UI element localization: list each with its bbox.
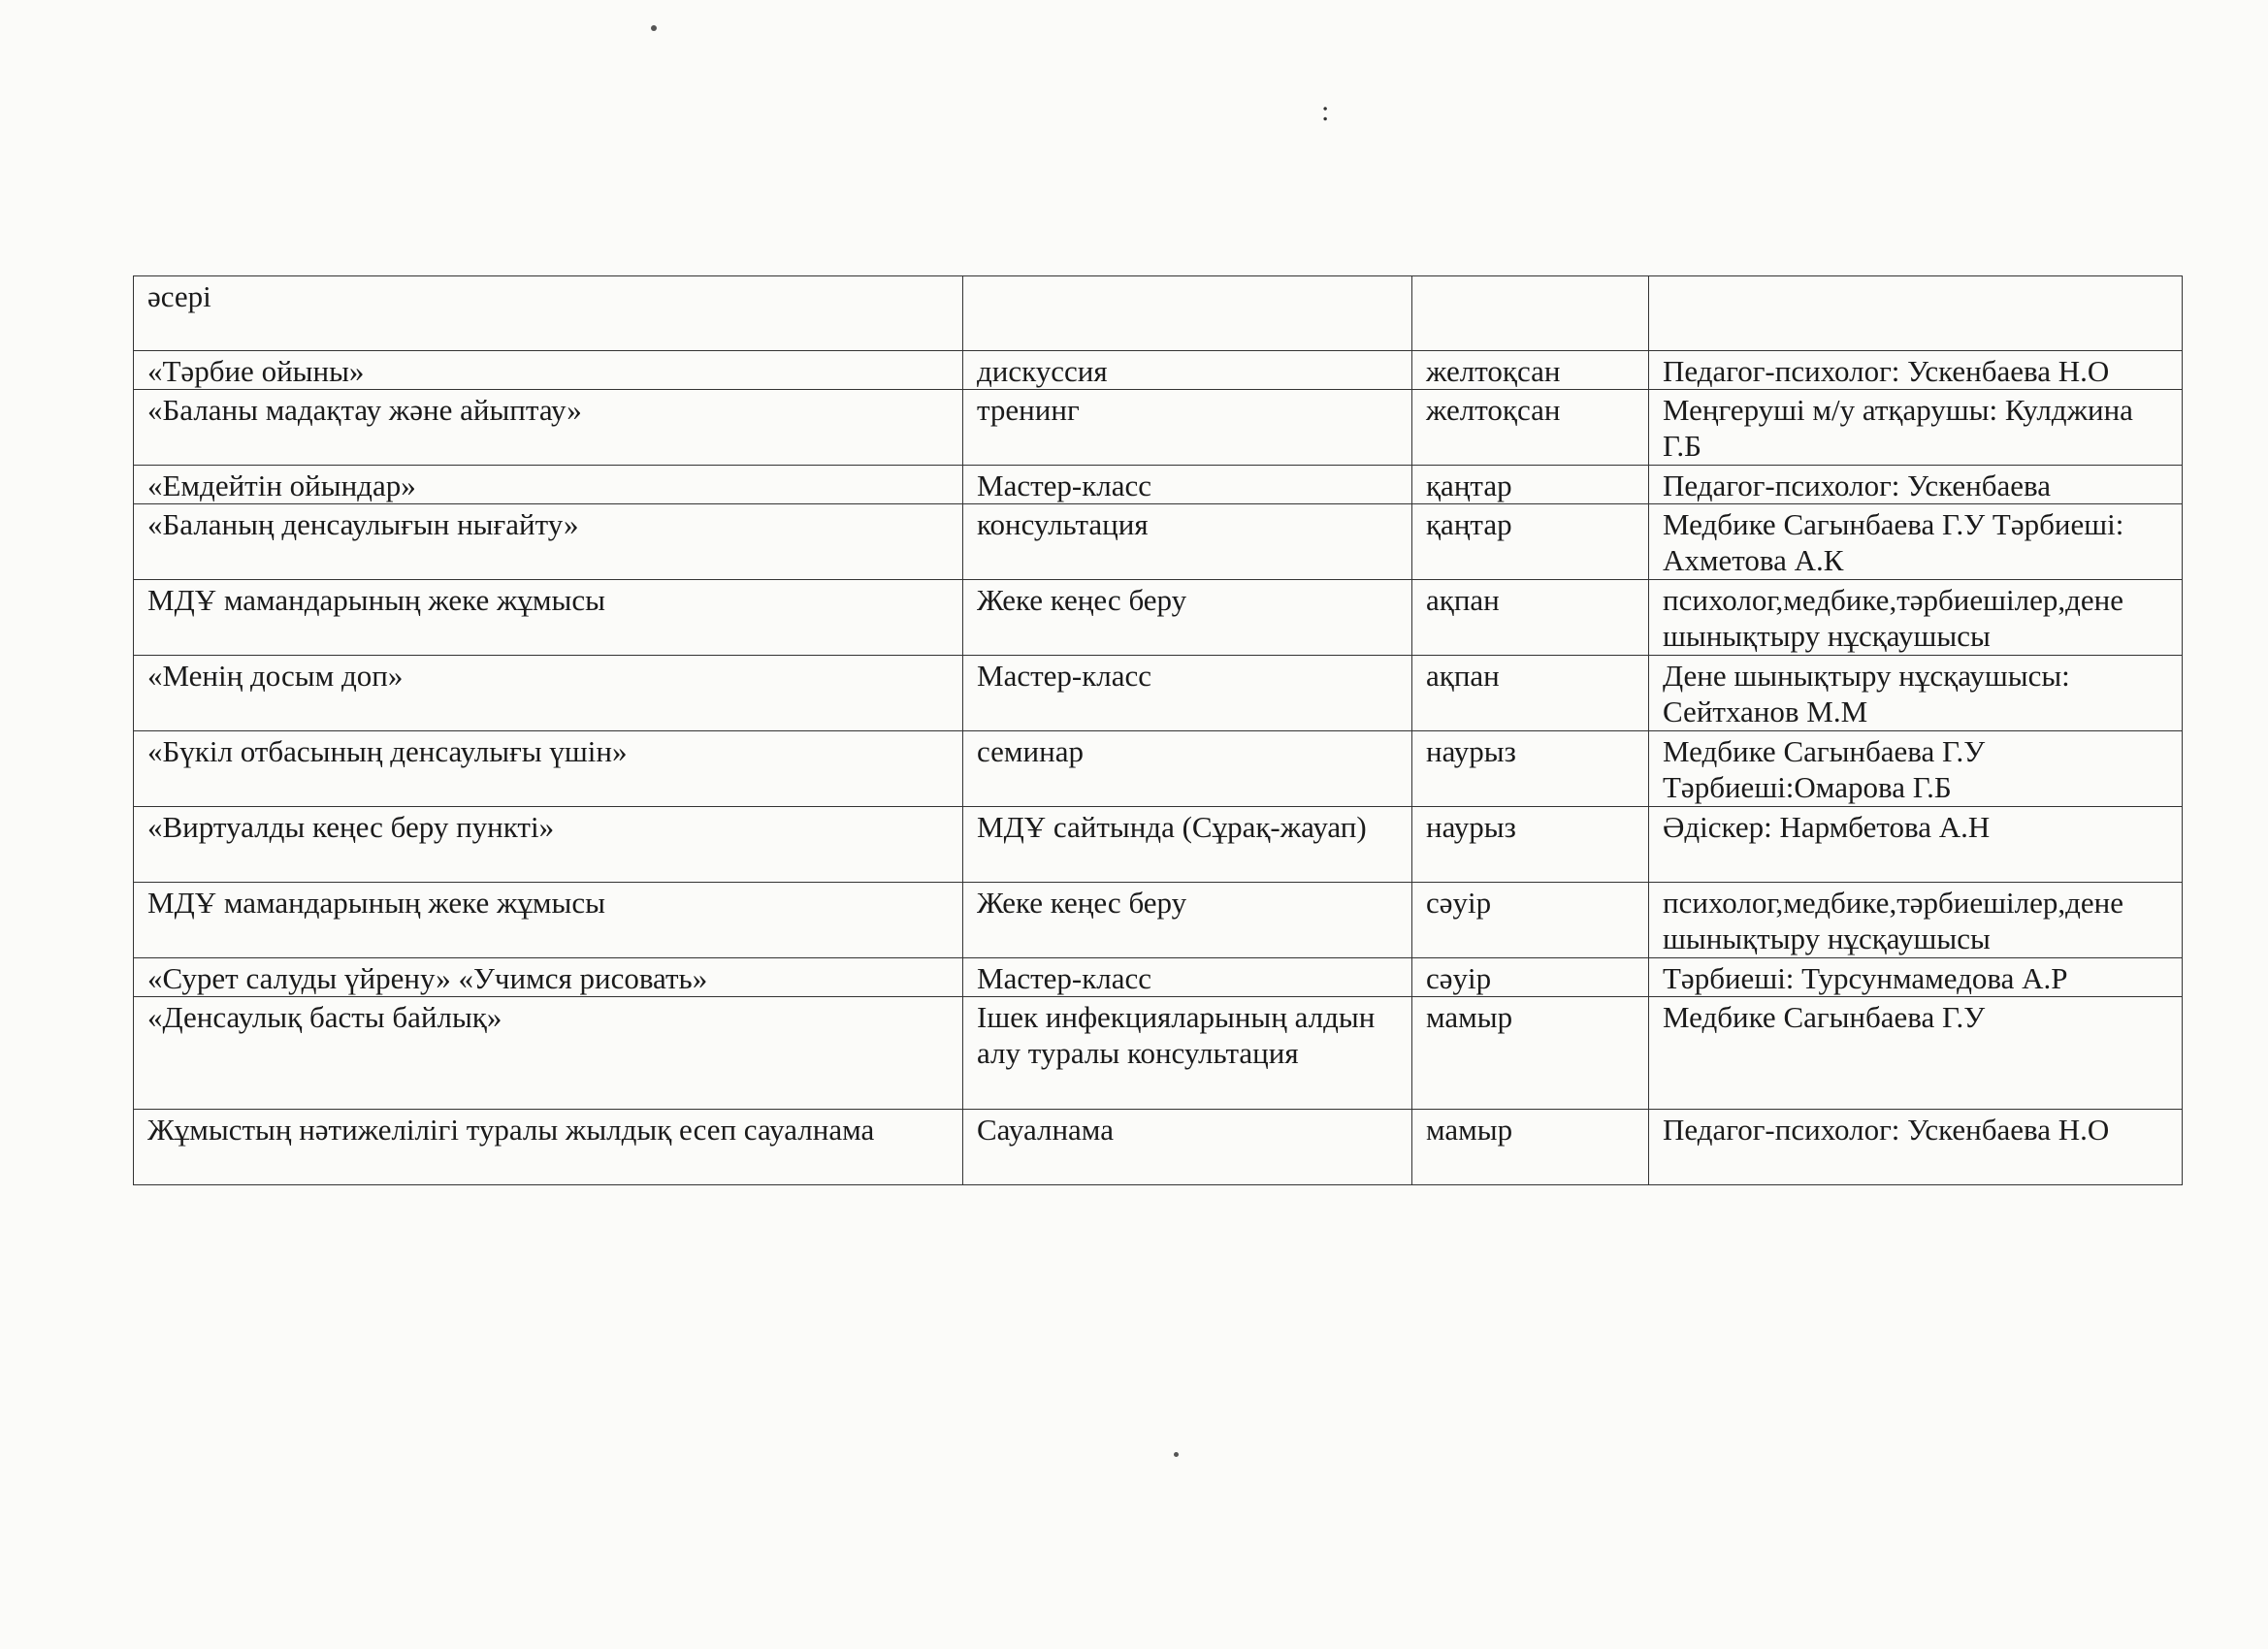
month-cell: қаңтар xyxy=(1412,466,1649,504)
month-cell: желтоқсан xyxy=(1412,390,1649,466)
month-cell xyxy=(1412,276,1649,351)
month-cell: наурыз xyxy=(1412,807,1649,883)
responsible-cell xyxy=(1649,276,2183,351)
form-cell: консультация xyxy=(963,504,1412,580)
form-cell: Ішек инфекцияларының алдын алу туралы консультация xyxy=(963,997,1412,1110)
responsible-cell: Педагог-психолог: Ускенбаева Н.О xyxy=(1649,351,2183,390)
events-table xyxy=(133,275,2183,1185)
responsible-cell: Педагог-психолог: Ускенбаева Н.О xyxy=(1649,1110,2183,1185)
scan-speck xyxy=(651,25,657,31)
form-cell xyxy=(963,276,1412,351)
table-row xyxy=(134,504,2183,580)
month-cell: ақпан xyxy=(1412,656,1649,731)
table-row xyxy=(134,656,2183,731)
event-cell: «Денсаулық басты байлық» xyxy=(134,997,963,1110)
event-cell: «Емдейтін ойындар» xyxy=(134,466,963,504)
table-row xyxy=(134,731,2183,807)
form-cell: МДҰ сайтында (Сұрақ-жауап) xyxy=(963,807,1412,883)
table-row xyxy=(134,390,2183,466)
table-row xyxy=(134,883,2183,958)
form-cell: семинар xyxy=(963,731,1412,807)
month-cell: мамыр xyxy=(1412,1110,1649,1185)
responsible-cell: психолог,медбике,тәрбиешілер,дене шынықтыру нұсқаушысы xyxy=(1649,883,2183,958)
event-cell: «Бүкіл отбасының денсаулығы үшін» xyxy=(134,731,963,807)
month-cell: наурыз xyxy=(1412,731,1649,807)
table-row xyxy=(134,997,2183,1110)
month-cell: сәуір xyxy=(1412,958,1649,997)
form-cell: дискуссия xyxy=(963,351,1412,390)
responsible-cell: Меңгеруші м/у атқарушы: Кулджина Г.Б xyxy=(1649,390,2183,466)
colon-mark: : xyxy=(1321,95,1330,127)
table-row xyxy=(134,466,2183,504)
event-cell: «Тәрбие ойыны» xyxy=(134,351,963,390)
responsible-cell: Тәрбиеші: Турсунмамедова А.Р xyxy=(1649,958,2183,997)
form-cell: Жеке кеңес беру xyxy=(963,580,1412,656)
table-row xyxy=(134,958,2183,997)
event-cell: әсері xyxy=(134,276,963,351)
form-cell: Мастер-класс xyxy=(963,958,1412,997)
responsible-cell: Педагог-психолог: Ускенбаева xyxy=(1649,466,2183,504)
event-cell: Жұмыстың нәтижелілігі туралы жылдық есеп сауалнама xyxy=(134,1110,963,1185)
month-cell: желтоқсан xyxy=(1412,351,1649,390)
responsible-cell: Медбике Сагынбаева Г.У Тәрбиеші:Омарова Г.Б xyxy=(1649,731,2183,807)
event-cell: «Сурет салуды үйрену» «Учимся рисовать» xyxy=(134,958,963,997)
month-cell: ақпан xyxy=(1412,580,1649,656)
event-cell: «Баланы мадақтау және айыптау» xyxy=(134,390,963,466)
scan-speck xyxy=(1174,1452,1179,1457)
month-cell: сәуір xyxy=(1412,883,1649,958)
form-cell: Мастер-класс xyxy=(963,656,1412,731)
form-cell: тренинг xyxy=(963,390,1412,466)
responsible-cell: психолог,медбике,тәрбиешілер,дене шынықтыру нұсқаушысы xyxy=(1649,580,2183,656)
month-cell: қаңтар xyxy=(1412,504,1649,580)
event-cell: МДҰ мамандарының жеке жұмысы xyxy=(134,883,963,958)
form-cell: Сауалнама xyxy=(963,1110,1412,1185)
form-cell: Жеке кеңес беру xyxy=(963,883,1412,958)
event-cell: «Баланың денсаулығын нығайту» xyxy=(134,504,963,580)
table-row xyxy=(134,580,2183,656)
table-row xyxy=(134,1110,2183,1185)
event-cell: «Виртуалды кеңес беру пункті» xyxy=(134,807,963,883)
table-row xyxy=(134,807,2183,883)
responsible-cell: Медбике Сагынбаева Г.У Тәрбиеші: Ахметова А.К xyxy=(1649,504,2183,580)
table-row xyxy=(134,276,2183,351)
responsible-cell: Дене шынықтыру нұсқаушысы: Сейтханов М.М xyxy=(1649,656,2183,731)
event-cell: МДҰ мамандарының жеке жұмысы xyxy=(134,580,963,656)
table-row xyxy=(134,351,2183,390)
form-cell: Мастер-класс xyxy=(963,466,1412,504)
responsible-cell: Медбике Сагынбаева Г.У xyxy=(1649,997,2183,1110)
event-cell: «Менің досым доп» xyxy=(134,656,963,731)
month-cell: мамыр xyxy=(1412,997,1649,1110)
responsible-cell: Әдіскер: Нармбетова А.Н xyxy=(1649,807,2183,883)
